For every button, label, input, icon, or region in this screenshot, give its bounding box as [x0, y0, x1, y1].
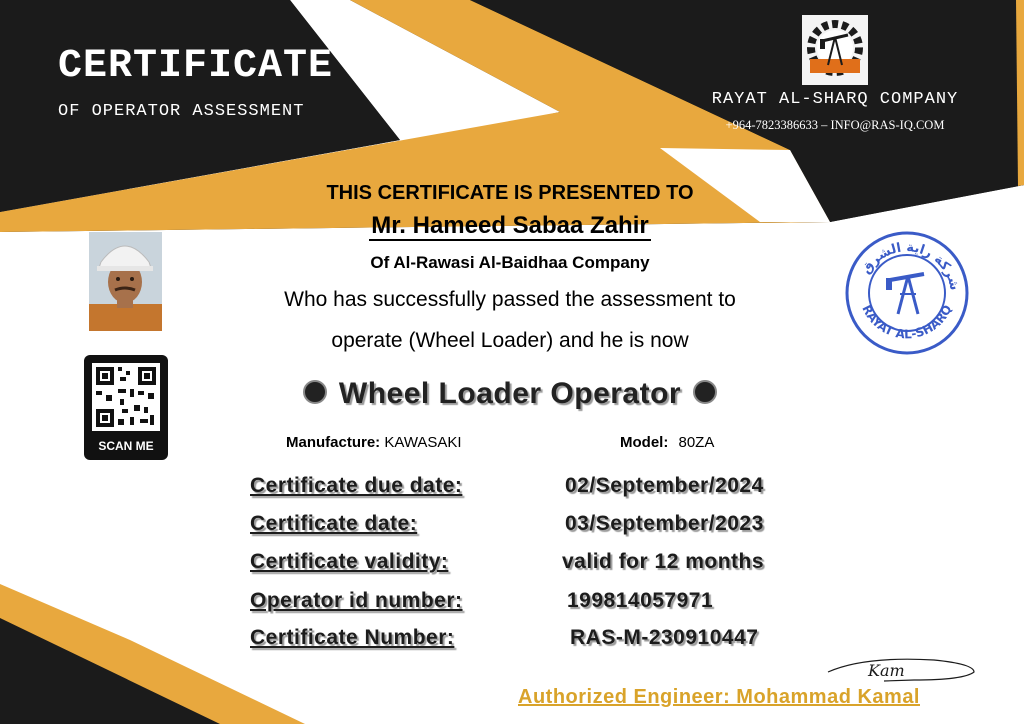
validity-value: valid for 12 months	[562, 550, 765, 573]
company-stamp	[842, 228, 972, 358]
statement-line-2: operate (Wheel Loader) and he is now	[331, 329, 689, 352]
company-contact: +964-7823386633 – INFO@RAS-IQ.COM	[725, 118, 945, 132]
certificate-number-label: Certificate Number:	[250, 626, 455, 649]
operator-id-value: 199814057971	[567, 589, 714, 612]
certificate-date-value: 03/September/2023	[565, 512, 764, 535]
model-value: 80ZA	[678, 434, 715, 451]
signature-handwriting: Kam	[868, 661, 905, 680]
model-info	[620, 434, 714, 451]
recipient-company: Of Al-Rawasi Al-Baidhaa Company	[370, 253, 650, 272]
model-label: Model:	[620, 434, 669, 451]
operator-photo	[89, 232, 162, 331]
engineer-signature	[824, 650, 979, 686]
validity-label: Certificate validity:	[250, 550, 449, 573]
role-title	[200, 377, 820, 411]
company-logo	[802, 15, 868, 85]
manufacture-info	[286, 434, 462, 451]
stamp-arabic-text: شركة راية الشرق	[858, 240, 962, 292]
presented-to-heading: THIS CERTIFICATE IS PRESENTED TO	[326, 182, 694, 204]
recipient-name	[200, 212, 820, 240]
company-name: RAYAT AL-SHARQ COMPANY	[711, 90, 959, 109]
stamp-text: RAYAT AL-SHARQ	[859, 302, 955, 342]
bullet-icon	[303, 380, 327, 404]
qr-caption: SCAN ME	[98, 439, 154, 453]
operator-id-label: Operator id number:	[250, 589, 463, 612]
statement-line-1: Who has successfully passed the assessment to	[284, 288, 736, 311]
recipient-name-text: Mr. Hameed Sabaa Zahir	[371, 212, 649, 239]
due-date-value: 02/September/2024	[565, 474, 764, 497]
authorized-engineer: Authorized Engineer: Mohammad Kamal	[518, 686, 920, 708]
bullet-icon	[693, 380, 717, 404]
qr-code-card[interactable]	[84, 355, 168, 460]
due-date-label: Certificate due date:	[250, 474, 463, 497]
certificate-title: CERTIFICATE	[58, 44, 334, 89]
certificate-date-label: Certificate date:	[250, 512, 418, 535]
certificate-subtitle: OF OPERATOR ASSESSMENT	[58, 102, 305, 121]
qr-code-icon	[92, 363, 160, 431]
certificate-number-value: RAS-M-230910447	[570, 626, 759, 649]
role-text: Wheel Loader Operator	[338, 377, 682, 410]
manufacture-value: KAWASAKI	[384, 434, 462, 451]
manufacture-label: Manufacture:	[286, 434, 381, 451]
